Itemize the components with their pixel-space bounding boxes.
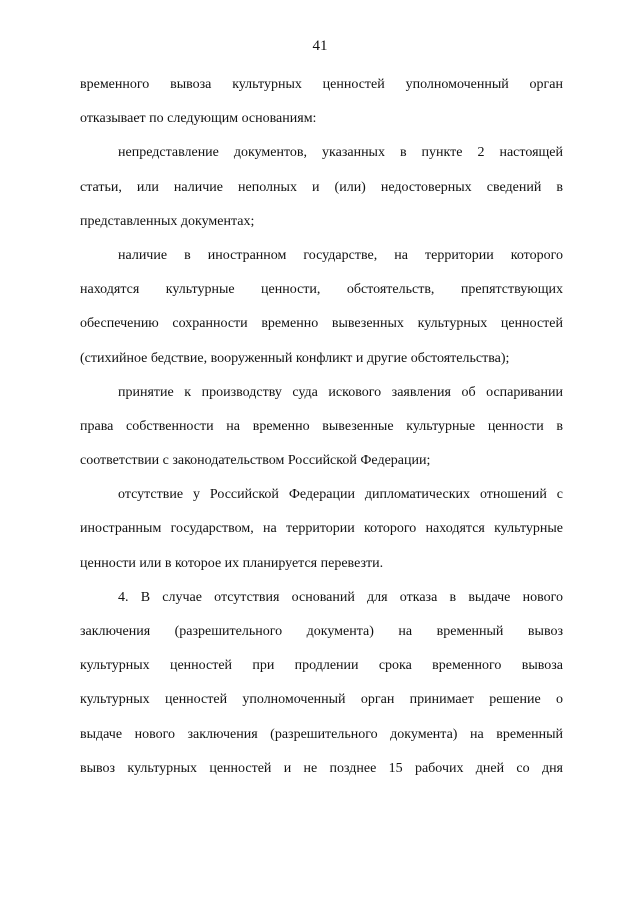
text-line: представленных документах; xyxy=(80,213,255,229)
text-line: статьи, или наличие неполных и (или) недостоверных сведений в xyxy=(80,179,563,195)
text-line: выдаче нового заключения (разрешительного документа) на временный xyxy=(80,726,563,742)
text-line: непредставление документов, указанных в пункте 2 настоящей xyxy=(118,145,563,161)
text-line: культурных ценностей при продлении срока временного вывоза xyxy=(80,658,563,674)
text-line: культурных ценностей уполномоченный орган принимает решение о xyxy=(80,692,563,708)
text-line: 4. В случае отсутствия оснований для отказа в выдаче нового xyxy=(118,589,563,605)
text-line: заключения (разрешительного документа) на временный вывоз xyxy=(80,624,563,639)
text-line: принятие к производству суда искового заявления об оспаривании xyxy=(118,384,563,400)
text-line: находятся культурные ценности, обстоятельств, препятствующих xyxy=(80,282,563,298)
text-line: (стихийное бедствие, вооруженный конфликт и другие обстоятельства); xyxy=(80,350,510,366)
text-line: наличие в иностранном государстве, на территории которого xyxy=(118,247,563,263)
text-line: права собственности на временно вывезенные культурные ценности в xyxy=(80,418,563,434)
text-line: вывоз культурных ценностей и не позднее 15 рабочих дней со дня xyxy=(80,760,563,776)
text-line: отсутствие у Российской Федерации дипломатических отношений с xyxy=(118,487,563,503)
page-number: 41 xyxy=(312,38,328,54)
text-line: ценности или в которое их планируется перевезти. xyxy=(80,555,384,571)
text-line: отказывает по следующим основаниям: xyxy=(80,111,317,127)
text-line: обеспечению сохранности временно вывезенных культурных ценностей xyxy=(80,316,563,332)
document-body xyxy=(80,68,563,786)
text-line: соответствии с законодательством Российской Федерации; xyxy=(80,453,431,469)
text-line: иностранным государством, на территории которого находятся культурные xyxy=(80,521,563,537)
text-line: временного вывоза культурных ценностей уполномоченный орган xyxy=(80,77,563,92)
